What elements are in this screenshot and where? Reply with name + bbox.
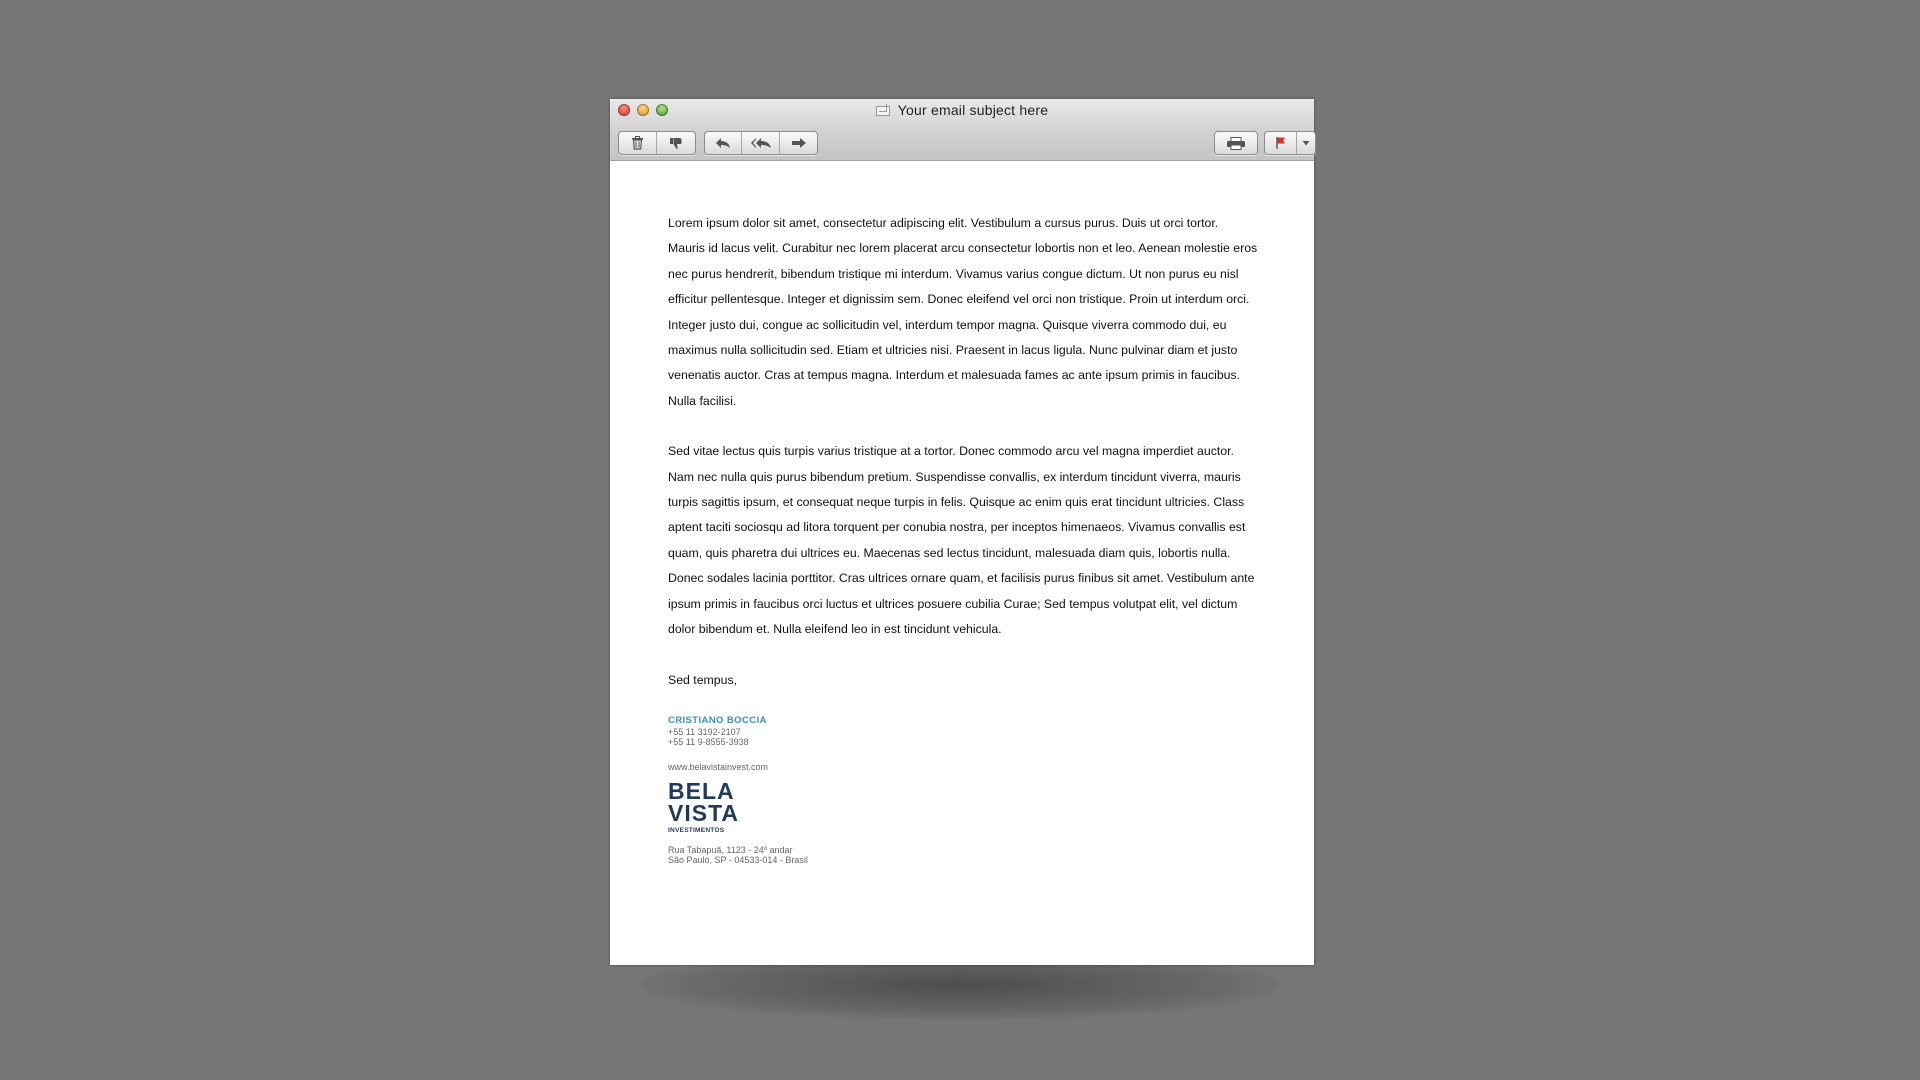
signature-phone: +55 11 3192-2107 [668,726,741,737]
toolbar [618,131,1306,153]
bela-vista-logo [668,777,788,834]
logo-line-2 [668,799,788,826]
reply-arrow-icon [715,137,731,149]
delete-junk-group [618,131,696,155]
forward-arrow-icon [791,137,807,149]
signature-website-link[interactable]: www.belavistainvest.com [668,761,769,772]
address-line-2: São Paulo, SP - 04533-014 - Brasil [668,855,808,865]
delete-button[interactable] [619,132,657,154]
chevron-down-icon [1302,140,1310,146]
logo-subtitle: INVESTIMENTOS [668,826,725,834]
printer-icon [1226,137,1246,150]
signature [668,715,1258,866]
logo-text-vista: VISTA [668,799,740,826]
forward-button[interactable] [780,132,817,154]
reply-button[interactable] [705,132,742,154]
reply-all-button[interactable] [742,132,780,154]
trash-icon [631,136,644,150]
body-paragraph: Lorem ipsum dolor sit amet, consectetur adipiscing elit. Vestibulum a cursus purus. Duis ut orci tortor. Mauris id lacus velit. Curabitur nec lorem placerat arcu consectetur lobortis non et leo. Aenean molestie eros nec purus hendrerit, bibendum tristique mi interdum. Vivamus varius congue dictum. Ut non purus eu nisl efficitur pellentesque. Integer et dignissim sem. Donec eleifend vel orci non tristique. Proin ut interdum orci. Integer justo dui, congue ac sollicitudin vel, interdum tempor magna. Quisque viverra commodo dui, eu maximus nulla sollicitudin sed. Etiam et ultricies nisi. Praesent in lacus ligula. Nunc pulvinar diam et justo venenatis auctor. Cras at tempus magna. Interdum et malesuada fames ac ante ipsum primis in faucibus. Nulla facilisi. [668,216,1258,408]
closing-line: Sed tempus, [668,672,738,687]
signature-mobile: +55 11 9-8555-3938 [668,737,749,747]
window-title-text: Your email subject here [897,102,1049,118]
title-bar [610,99,1314,161]
flag-button[interactable] [1265,132,1297,154]
flag-menu-button[interactable] [1297,132,1315,154]
logo-text-bela: BELA [668,777,735,804]
signature-name: CRISTIANO BOCCIA [668,714,767,726]
print-button[interactable] [1215,132,1257,154]
junk-button[interactable] [657,132,695,154]
flag-group [1264,131,1316,155]
envelope-icon [876,106,890,116]
reply-forward-group [704,131,818,155]
logo-line-1 [668,777,788,804]
window-title [610,102,1314,118]
address-line-1: Rua Tabapuã, 1123 - 24º andar [668,844,793,855]
flag-icon [1275,136,1287,150]
body-paragraph: Sed vitae lectus quis turpis varius tristique at a tortor. Donec commodo arcu vel magna imperdiet auctor. Nam nec nulla quis purus bibendum pretium. Suspendisse convallis, ex interdum tincidunt viverra, mauris turpis sagittis ipsum, et consequat neque turpis in felis. Quisque ac enim quis erat tincidunt ultricies. Class aptent taciti sociosqu ad litora torquent per conubia nostra, per inceptos himenaeos. Vivamus convallis est quam, quis pharetra dui ultrices eu. Maecenas sed lectus tincidunt, malesuada diam quis, lobortis nulla. Donec sodales lacinia porttitor. Cras ultrices ornare quam, et facilisis purus finibus sit amet. Vestibulum ante ipsum primis in faucibus orci luctus et ultrices posuere cubilia Curae; Sed tempus volutpat elit, vel dictum dolor bibendum et. Nulla eleifend leo in est tincidunt vehicula. [668,444,1255,637]
signature-address [668,845,1258,866]
thumbs-down-icon [669,136,683,150]
print-group [1214,131,1258,155]
reply-all-arrow-icon [750,137,772,149]
mail-window [610,99,1314,965]
email-body [668,211,1258,866]
